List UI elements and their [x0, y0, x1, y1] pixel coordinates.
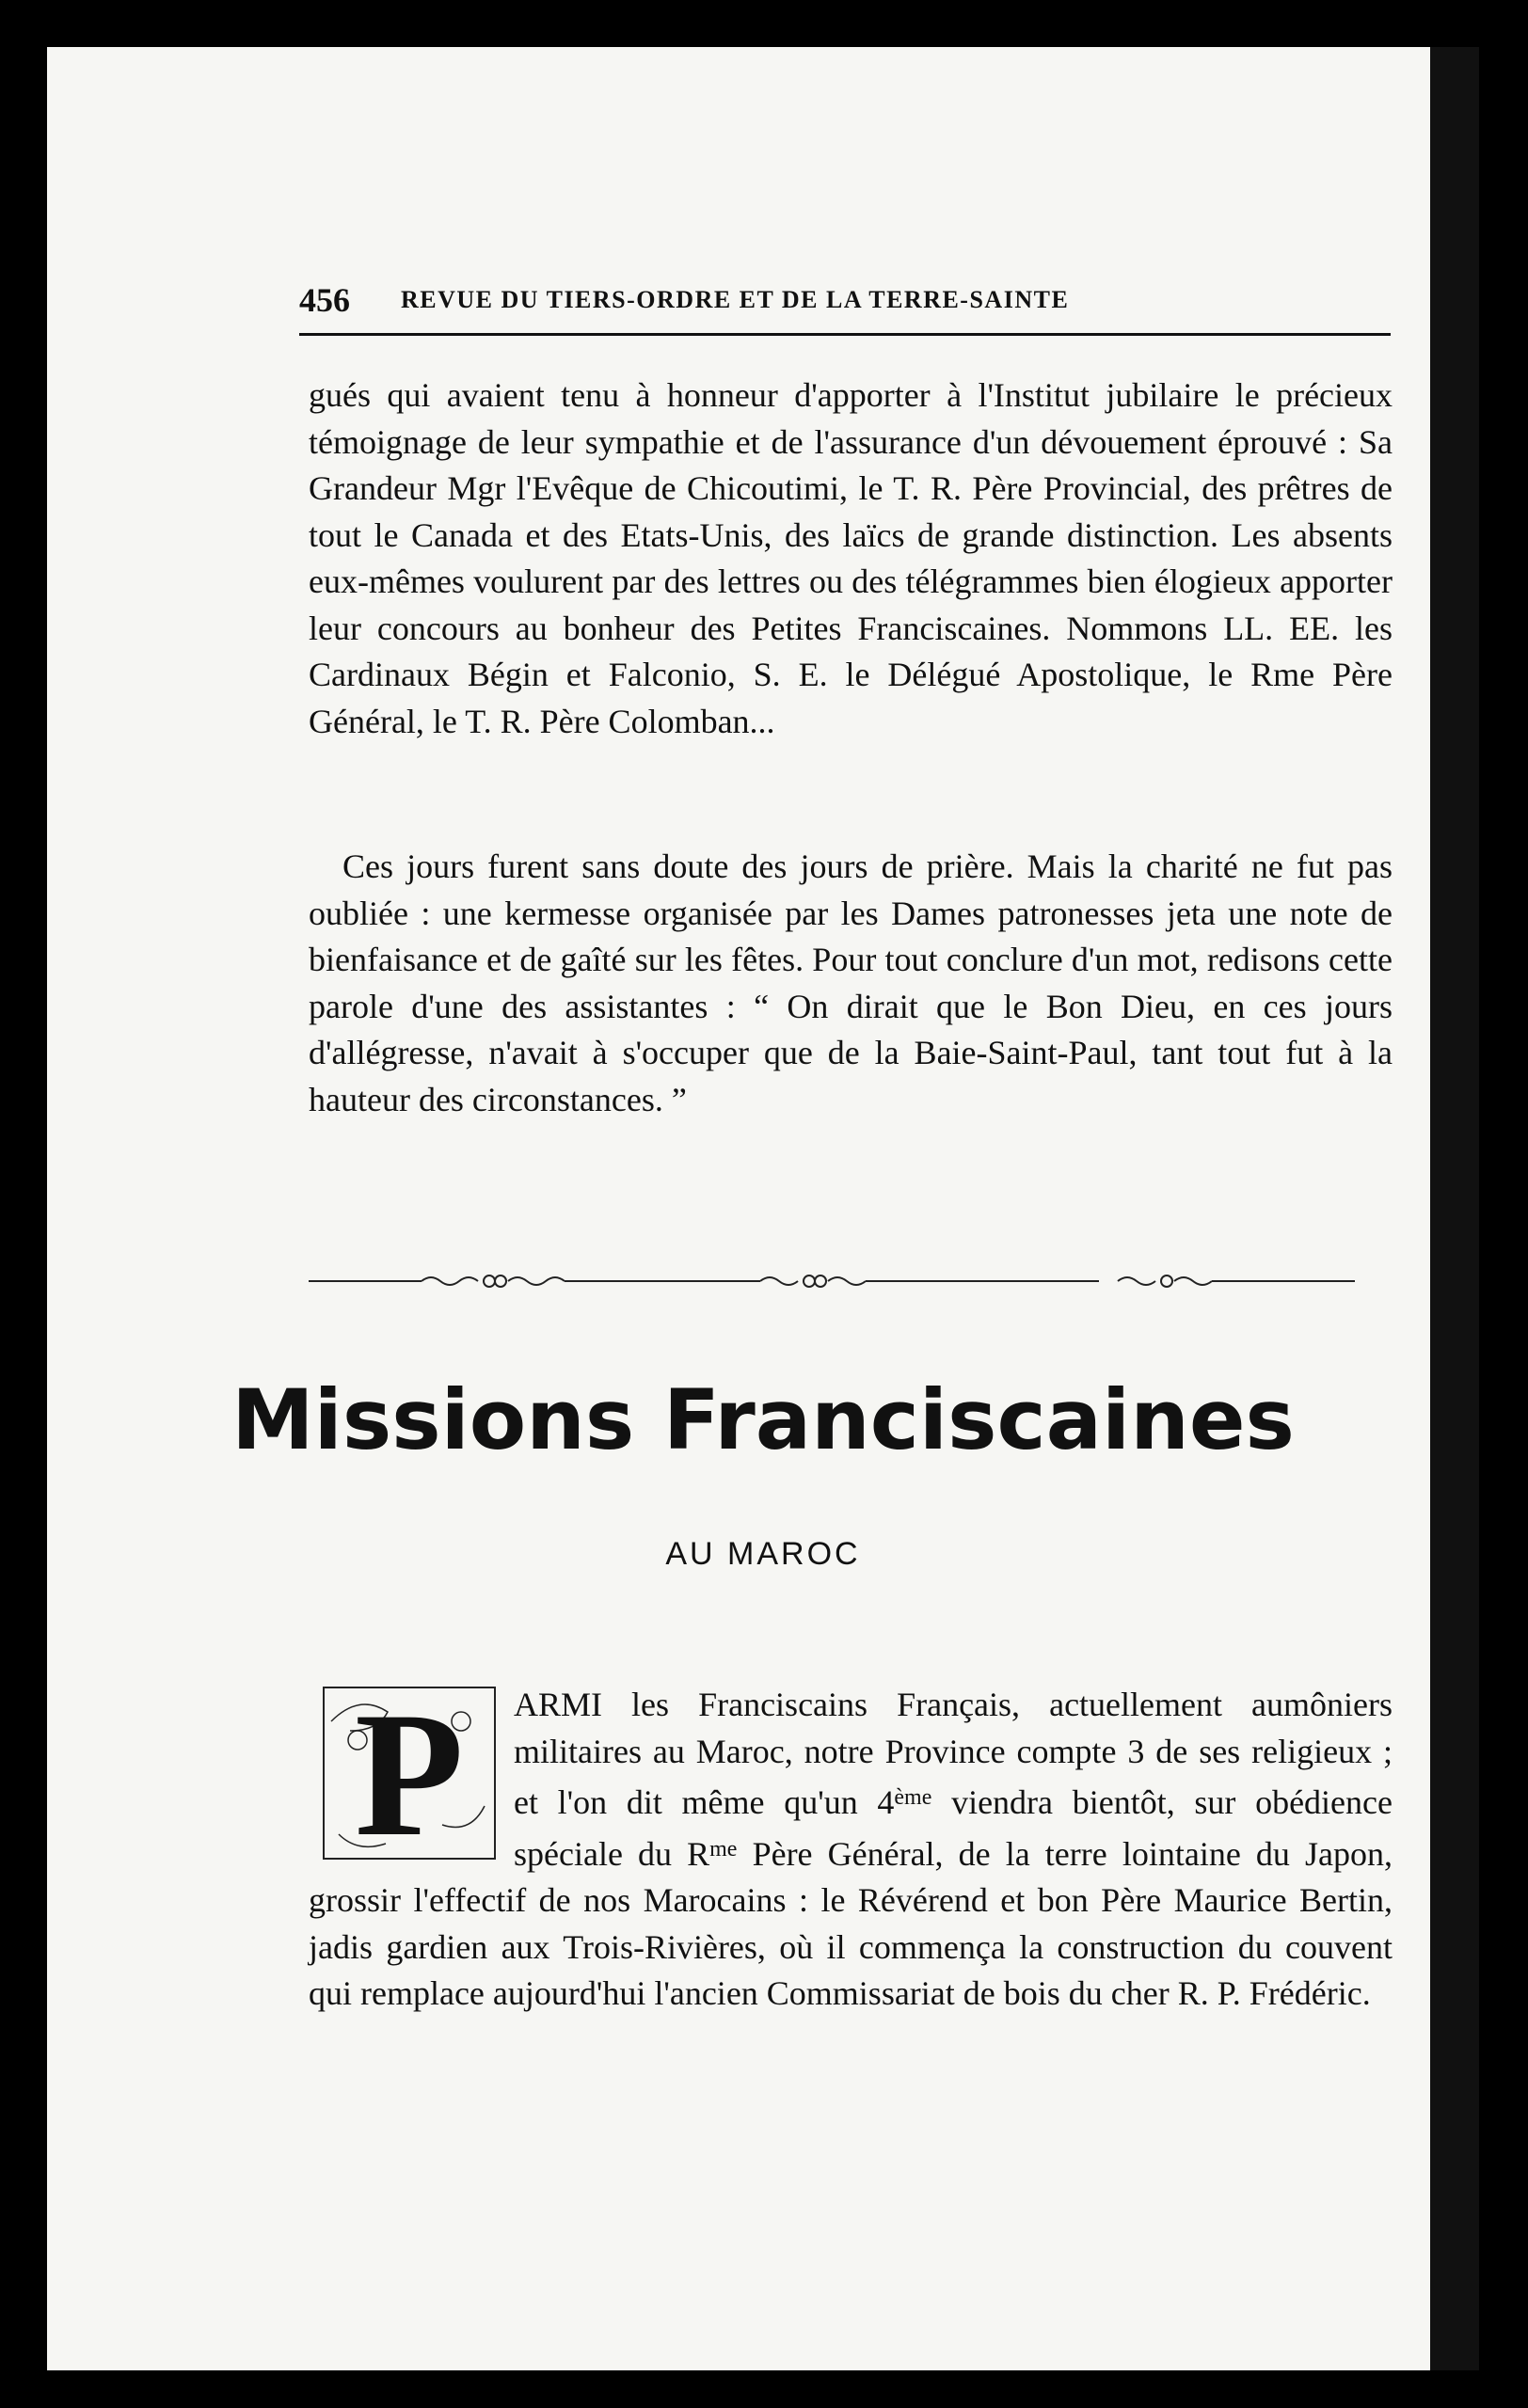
ornamental-divider: [309, 1262, 1355, 1300]
running-title: REVUE DU TIERS-ORDRE ET DE LA TERRE-SAINTE: [401, 286, 1070, 313]
paragraph-1: gués qui avaient tenu à honneur d'apporter à l'Institut jubilaire le précieux témoignage de leur sympathie et de l'assurance d'un dévouement éprouvé : Sa Grandeur Mgr l'Evêque de Chicoutimi, le T. R. Père Provincial, des prêtres de tout le Canada et des Etats-Unis, des laïcs de grande distinction. Les absents eux-mêmes voulurent par des lettres ou des télégrammes bien élogieux apporter leur concours au bonheur des Petites Franciscaines. Nommons LL. EE. les Cardinaux Bégin et Falconio, S. E. le Délégué Apostolique, le Rme Père Général, le T. R. Père Colomban...: [309, 376, 1393, 740]
paragraph-3: ARMI les Franciscains Français, actuellement aumôniers militaires au Maroc, notre Province compte 3 de ses religieux ; et l'on dit même qu'un 4ème viendra bientôt, sur obédience spéciale du $R^{me}$ Père Général, de la terre lointaine du Japon, grossir l'effectif de nos Marocains : le Révérend et bon Père Maurice Bertin, jadis gardien aux Trois-Rivières, où il commença la construction du couvent qui remplace aujourd'hui l'ancien Commissariat de bois du cher R. P. Frédéric.: [309, 1686, 1393, 2012]
page-gutter: [1430, 47, 1479, 2370]
section-title: Missions Franciscaines: [231, 1371, 1295, 1468]
section-subtitle: AU MAROC: [665, 1536, 861, 1572]
header-rule: [299, 333, 1391, 336]
paragraph-2: Ces jours furent sans doute des jours de prière. Mais la charité ne fut pas oubliée : une kermesse organisée par les Dames patronesses jeta une note de bienfaisance et de gaîté sur les fêtes. Pour tout conclure d'un mot, redisons cette parole d'une des assistantes : “ On dirait que le Bon Dieu, en ces jours d'allégresse, n'avait à s'occuper que de la Baie-Saint-Paul, tant tout fut à la hauteur des circonstances. ”: [309, 848, 1393, 1118]
drop-cap-letter: P: [354, 1684, 465, 1862]
page-number: 456: [299, 281, 350, 319]
running-header: [299, 280, 1391, 322]
paragraph-3-lead: ARMI: [514, 1686, 603, 1723]
book-page: [47, 47, 1479, 2370]
